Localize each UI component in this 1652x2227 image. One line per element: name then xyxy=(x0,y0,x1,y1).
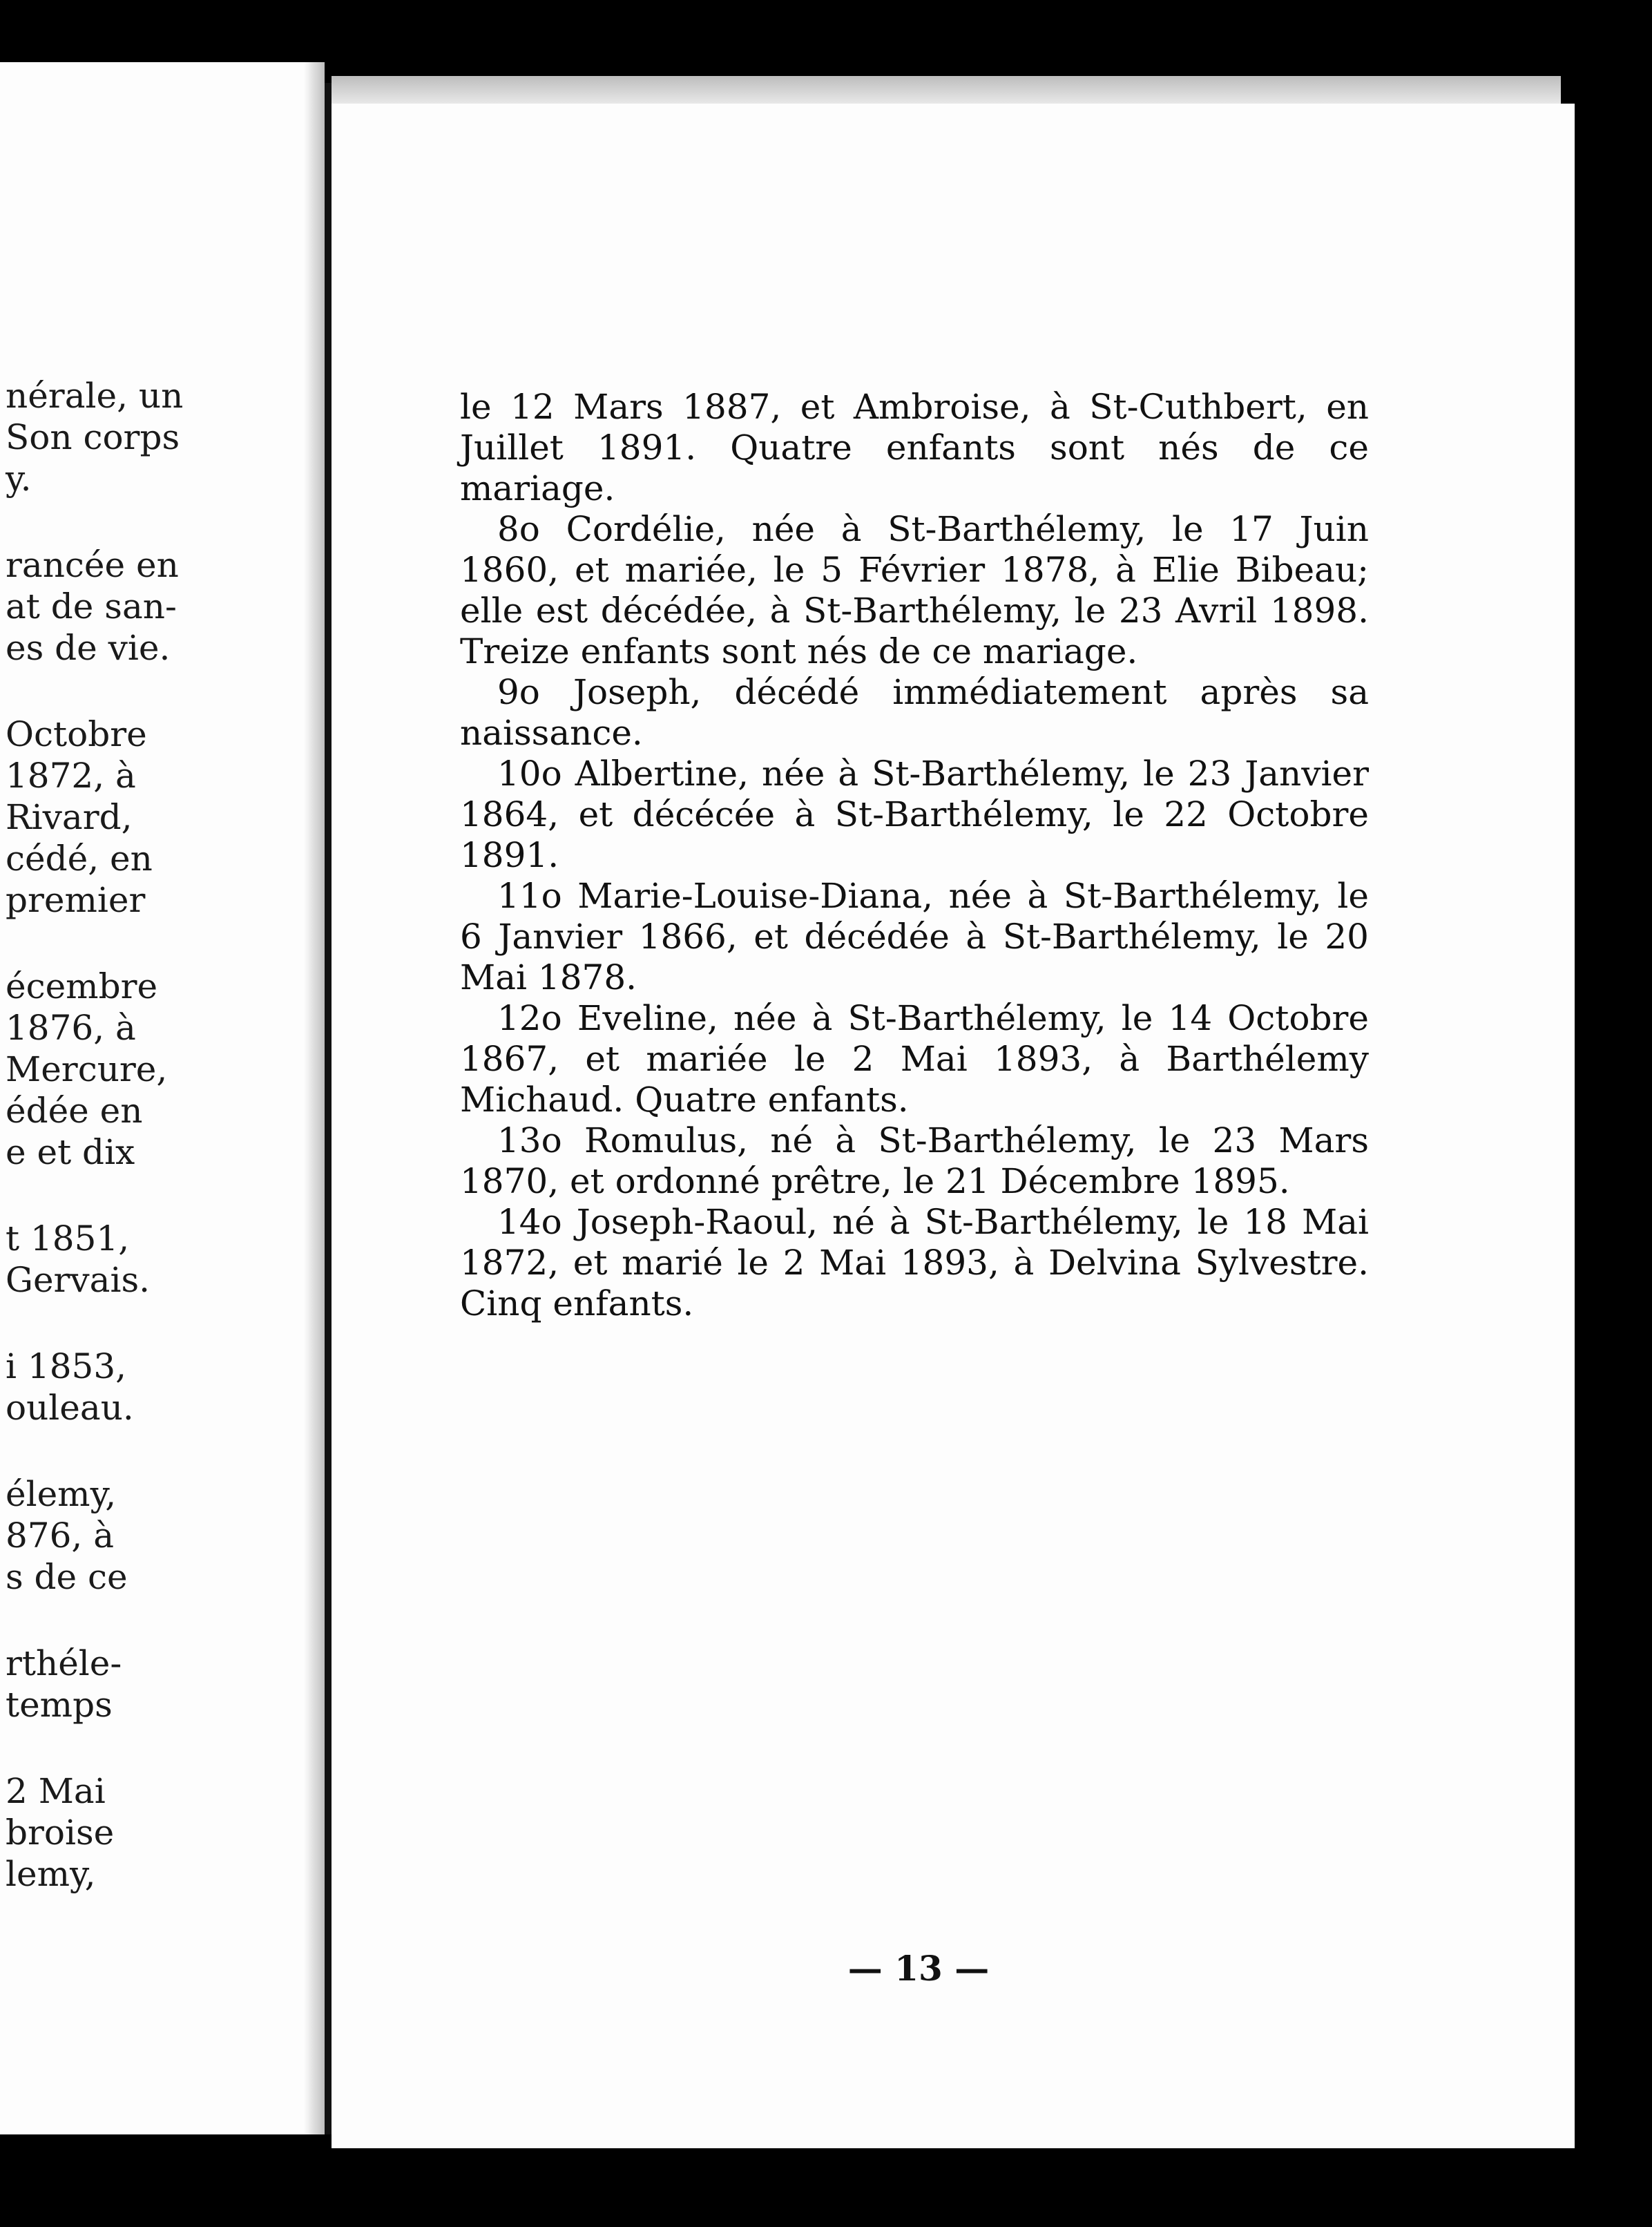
left-page xyxy=(0,62,325,2134)
left-page-line: temps xyxy=(6,1685,113,1725)
genealogy-text xyxy=(460,387,1369,1324)
left-page-line: rthéle- xyxy=(6,1643,122,1683)
page-number: — 13 — xyxy=(847,1948,990,1989)
paragraph: 8o Cordélie, née à St-Barthélemy, le 17 Juin 1860, et mariée, le 5 Février 1878, à Elie Bibeau; elle est décédée, à St-Barthélemy, le 23 Avril 1898. Treize enfants sont nés de ce mariage. xyxy=(460,509,1369,671)
left-page-line: es de vie. xyxy=(6,628,171,668)
left-page-line: 1876, à xyxy=(6,1008,136,1048)
left-page-line: s de ce xyxy=(6,1557,128,1597)
left-page-line: nérale, un xyxy=(6,376,184,416)
left-page-line: lemy, xyxy=(6,1854,96,1894)
left-page-line: 876, à xyxy=(6,1516,115,1556)
left-page-line: premier xyxy=(6,880,146,920)
left-page-line: écembre xyxy=(6,966,158,1006)
paragraph: 13o Romulus, né à St-Barthélemy, le 23 Mars 1870, et ordonné prêtre, le 21 Décembre 1895. xyxy=(460,1120,1369,1201)
left-page-line: 2 Mai xyxy=(6,1771,106,1811)
left-page-line: i 1853, xyxy=(6,1346,127,1386)
left-page-line: Rivard, xyxy=(6,797,133,837)
paragraph: 11o Marie-Louise-Diana, née à St-Barthélemy, le 6 Janvier 1866, et décédée à St-Barthélemy, le 20 Mai 1878. xyxy=(460,876,1369,997)
left-page-line: 1872, à xyxy=(6,756,136,796)
left-page-line: élemy, xyxy=(6,1474,117,1514)
left-page-line: at de san- xyxy=(6,586,177,627)
left-page-line: e et dix xyxy=(6,1132,135,1172)
paragraph: le 12 Mars 1887, et Ambroise, à St-Cuthbert, en Juillet 1891. Quatre enfants sont nés de ce mariage. xyxy=(460,387,1369,508)
left-page-line: Gervais. xyxy=(6,1260,151,1300)
left-page-line: ouleau. xyxy=(6,1388,134,1428)
left-page-line: Son corps xyxy=(6,417,180,457)
left-page-line: y. xyxy=(6,459,32,499)
left-page-line: édée en xyxy=(6,1091,143,1131)
paragraph: 10o Albertine, née à St-Barthélemy, le 23 Janvier 1864, et décécée à St-Barthélemy, le 22 Octobre 1891. xyxy=(460,754,1369,875)
paragraph: 9o Joseph, décédé immédiatement après sa naissance. xyxy=(460,672,1369,753)
gutter-shadow xyxy=(304,62,325,2134)
left-page-line: rancée en xyxy=(6,545,179,585)
left-page-line: Octobre xyxy=(6,714,147,754)
left-page-line: t 1851, xyxy=(6,1218,130,1259)
page-top-edge xyxy=(332,76,1561,104)
paragraph: 14o Joseph-Raoul, né à St-Barthélemy, le 18 Mai 1872, et marié le 2 Mai 1893, à Delvina Sylvestre. Cinq enfants. xyxy=(460,1202,1369,1323)
left-page-line: broise xyxy=(6,1813,115,1853)
left-page-line: Mercure, xyxy=(6,1049,168,1089)
right-page xyxy=(332,104,1575,2148)
left-page-line: cédé, en xyxy=(6,839,153,879)
book-spine xyxy=(325,83,332,2134)
paragraph: 12o Eveline, née à St-Barthélemy, le 14 Octobre 1867, et mariée le 2 Mai 1893, à Barthélemy Michaud. Quatre enfants. xyxy=(460,998,1369,1120)
